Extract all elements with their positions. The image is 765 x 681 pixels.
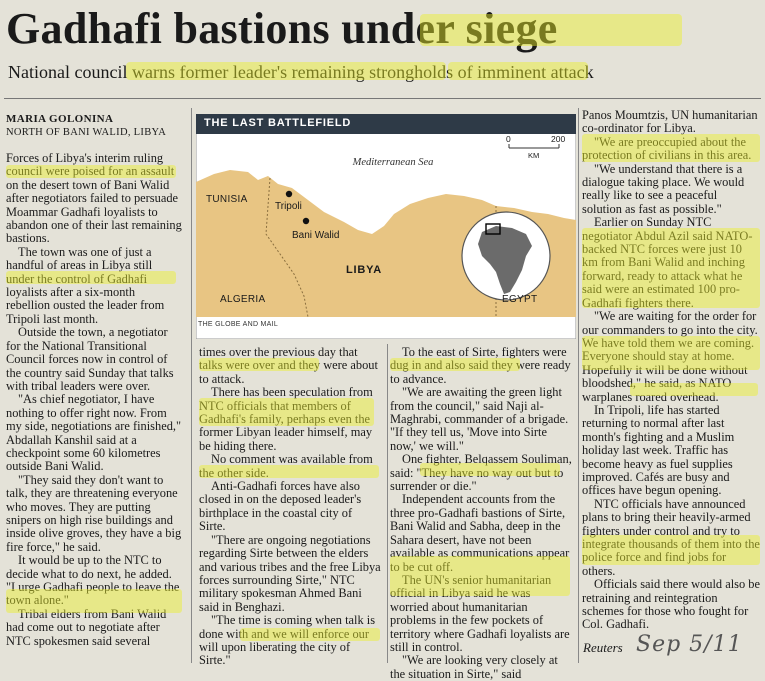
bani-walid-dot: [303, 218, 309, 224]
label-tunisia: TUNISIA: [206, 194, 248, 205]
paragraph: "We are looking very closely at the situation in Sirte," said: [390, 653, 558, 681]
map-credit: THE GLOBE AND MAIL: [198, 321, 279, 328]
handwritten-date: Sep 5/11: [636, 632, 743, 657]
label-egypt: EGYPT: [502, 294, 538, 305]
paragraph: There has been speculation from NTC officials that members of Gadhafi's family, perhaps even the former Libyan leader himself, may be hiding there.: [199, 385, 373, 453]
column-1: [6, 152, 182, 648]
paragraph: Independent accounts from the three pro-Gadhafi bastions of Sirte, Bani Walid and Sabha, deep in the Sahara desert, have not been available as communications appear to be cut off.: [390, 492, 570, 574]
paragraph: To the east of Sirte, fighters were dug in and also said they were ready to advance.: [390, 345, 571, 386]
deck: National council warns former leader's remaining strongholds of imminent attack: [8, 62, 594, 82]
paragraph: "As chief negotiator, I have nothing to offer right now. From my side, negotiations are finished," Abdallah Kanshil said at a checkpoint some 60 kilometres outside Bani Walid.: [6, 392, 182, 474]
paragraph: "We are preoccupied about the protection of civilians in this area.: [582, 134, 752, 163]
headline: [6, 2, 558, 56]
paragraph: Outside the town, a negotiator for the National Transitional Council forces now in control of the country said Sunday that talks with tribal leaders were over.: [6, 325, 174, 393]
header-rule: [4, 98, 761, 99]
column-divider: [191, 108, 192, 663]
scale-zero: 0: [506, 134, 511, 144]
paragraph: Officials said there would also be retraining and reintegration schemes for those who fought for Col. Gadhafi.: [582, 577, 760, 632]
paragraph: Anti-Gadhafi forces have also closed in on the deposed leader's birthplace in the coastal city of Sirte.: [199, 479, 362, 534]
paragraph: It would be up to the NTC to decide what to do next, he added. "I urge Gadhafi people to leave the town alone.": [6, 553, 180, 608]
label-bani-walid: Bani Walid: [292, 230, 340, 241]
paragraph: "There are ongoing negotiations regarding Sirte between the elders and various tribes and the free Libya forces surrounding Sirte," NTC military spokesman Ahmed Bani said in Benghazi.: [199, 532, 381, 614]
paragraph: "We are awaiting the green light from the council," said Naji al-Maghrabi, commander of a brigade. "If they tell us, 'Move into Sirte now,' we will.": [390, 385, 569, 453]
paragraph: times over the previous day that talks were over and they were about to attack.: [199, 345, 378, 386]
paragraph: The UN's senior humanitarian official in Libya said he was worried about humanitarian problems in the few pockets of territory where Gadhafi loyalists are still in control.: [390, 572, 570, 654]
headline-text: Gadhafi bastions under siege: [6, 4, 558, 53]
tripoli-dot: [286, 191, 292, 197]
source-credit: Reuters: [583, 640, 623, 655]
sea-label: Mediterranean Sea: [352, 157, 434, 168]
paragraph: No comment was available from the other side.: [199, 452, 373, 480]
label-algeria: ALGERIA: [220, 294, 266, 305]
column-2: [199, 346, 381, 668]
column-divider: [578, 108, 579, 663]
paragraph: "They said they don't want to talk, they are threatening everyone who moves. They are putting snipers on high rise buildings and inside olive groves, they have a big fire force," he said.: [6, 472, 182, 554]
scale-unit: KM: [528, 151, 540, 160]
paragraph: In Tripoli, life has started returning to normal after last month's fighting and a Muslim holiday last week. Traffic has become heavy as fuel supplies improved. Cafés are busy and offices have begun opening.: [582, 402, 735, 498]
column-3: [390, 346, 572, 681]
label-tripoli: Tripoli: [275, 201, 302, 212]
map-title-bar: [196, 114, 576, 134]
paragraph: "We understand that there is a dialogue taking place. We would really like to see a peaceful solution as fast as possible.": [582, 161, 745, 216]
byline: MARIA GOLONINA: [6, 113, 114, 125]
paragraph: Panos Moumtzis, UN humanitarian co-ordinator for Libya.: [582, 108, 758, 136]
column-4: [582, 109, 760, 632]
scale-max: 200: [551, 134, 566, 144]
paragraph: NTC officials have announced plans to bring their heavily-armed fighters under control and try to integrate thousands of them into the police force and find jobs for others.: [582, 496, 760, 578]
paragraph: Tribal elders from Bani Walid had come out to negotiate after NTC spokesmen said several: [6, 606, 167, 648]
paragraph: "The time is coming when talk is done with and we will enforce our will upon liberating the city of Sirte.": [199, 613, 376, 668]
map-graphic: [196, 114, 576, 339]
map-title: THE LAST BATTLEFIELD: [204, 117, 352, 129]
label-libya: LIBYA: [346, 264, 382, 276]
dateline: NORTH OF BANI WALID, LIBYA: [6, 127, 167, 138]
paragraph: "We are waiting for the order for our commanders to go into the city. We have told them we are coming. Everyone should stay at home. Hopefully it will be done without bloodshed," he said, as NATO warplanes roared overhead.: [582, 309, 758, 404]
paragraph: Earlier on Sunday NTC negotiator Abdul Azil said NATO-backed NTC forces were just 10 km from Bani Walid and inching forward, ready to attack what he said were an estimated 100 pro-Gadhafi fighters there.: [582, 215, 753, 310]
paragraph: One fighter, Belqassem Souliman, said: "They have no way out but to surrender or die.": [390, 452, 572, 494]
paragraph: Forces of Libya's interim ruling council were poised for an assault on the desert town of Bani Walid after negotiators failed to persuade Moammar Gadhafi loyalists to abandon one of their last remaining bastions.: [6, 151, 182, 246]
column-divider: [387, 344, 388, 663]
libya-map: [196, 114, 576, 339]
paragraph: The town was one of just a handful of areas in Libya still under the control of Gadhafi loyalists after a six-month rebellion ousted the leader from Tripoli last month.: [6, 244, 165, 326]
